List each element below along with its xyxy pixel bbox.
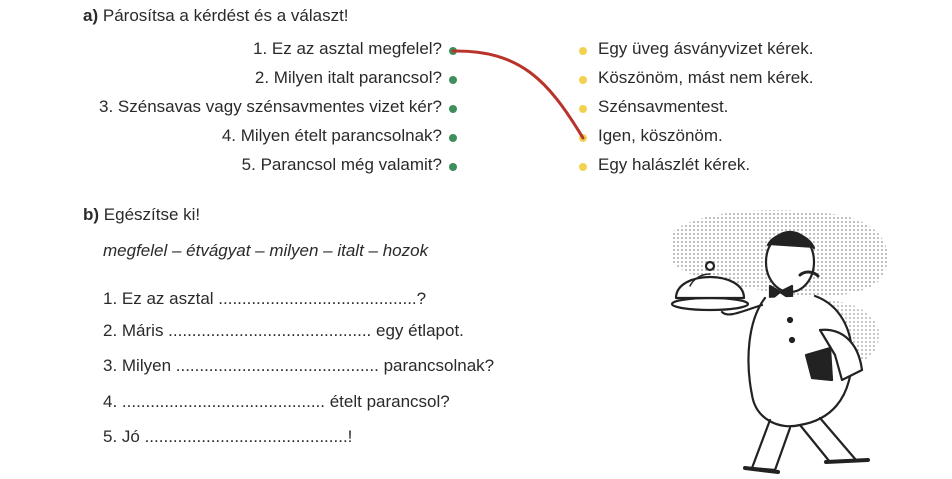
question-item-1: 1. Ez az asztal megfelel? (253, 39, 442, 58)
answer-item-1: Egy üveg ásványvizet kérek. (598, 39, 814, 58)
exercise-b-instruction: Egészítse ki! (103, 205, 201, 224)
sentence-item-4: 4. ........................................... ételt parancsol? (103, 392, 450, 411)
question-item-4: 4. Milyen ételt parancsolnak? (221, 126, 442, 145)
word-bank: megfelel – étvágyat – milyen – italt – hozok (103, 241, 429, 260)
answer-item-2: Köszönöm, mást nem kérek. (598, 68, 814, 87)
question-item-2: 2. Milyen italt parancsol? (254, 68, 442, 87)
answer-item-3: Szénsavmentest. (598, 97, 729, 116)
exercise-a-letter: a) (83, 6, 99, 25)
exercise-b-letter: b) (83, 205, 100, 224)
question-item-3: 3. Szénsavas vagy szénsavmentes vizet kér? (99, 97, 442, 116)
question-item-5: 5. Parancsol még valamit? (241, 155, 442, 174)
answer-item-5: Egy halászlét kérek. (598, 155, 751, 174)
exercise-a-instruction: Párosítsa a kérdést és a választ! (102, 6, 349, 25)
sentence-item-3: 3. Milyen ........................................... parancsolnak? (103, 356, 495, 375)
answer-item-4: Igen, köszönöm. (598, 126, 723, 145)
sentence-item-2: 2. Máris ........................................... egy étlapot. (103, 321, 464, 340)
sentence-item-5: 5. Jó ...........................................! (103, 427, 353, 446)
sentence-item-1: 1. Ez az asztal ..........................................? (103, 289, 427, 308)
